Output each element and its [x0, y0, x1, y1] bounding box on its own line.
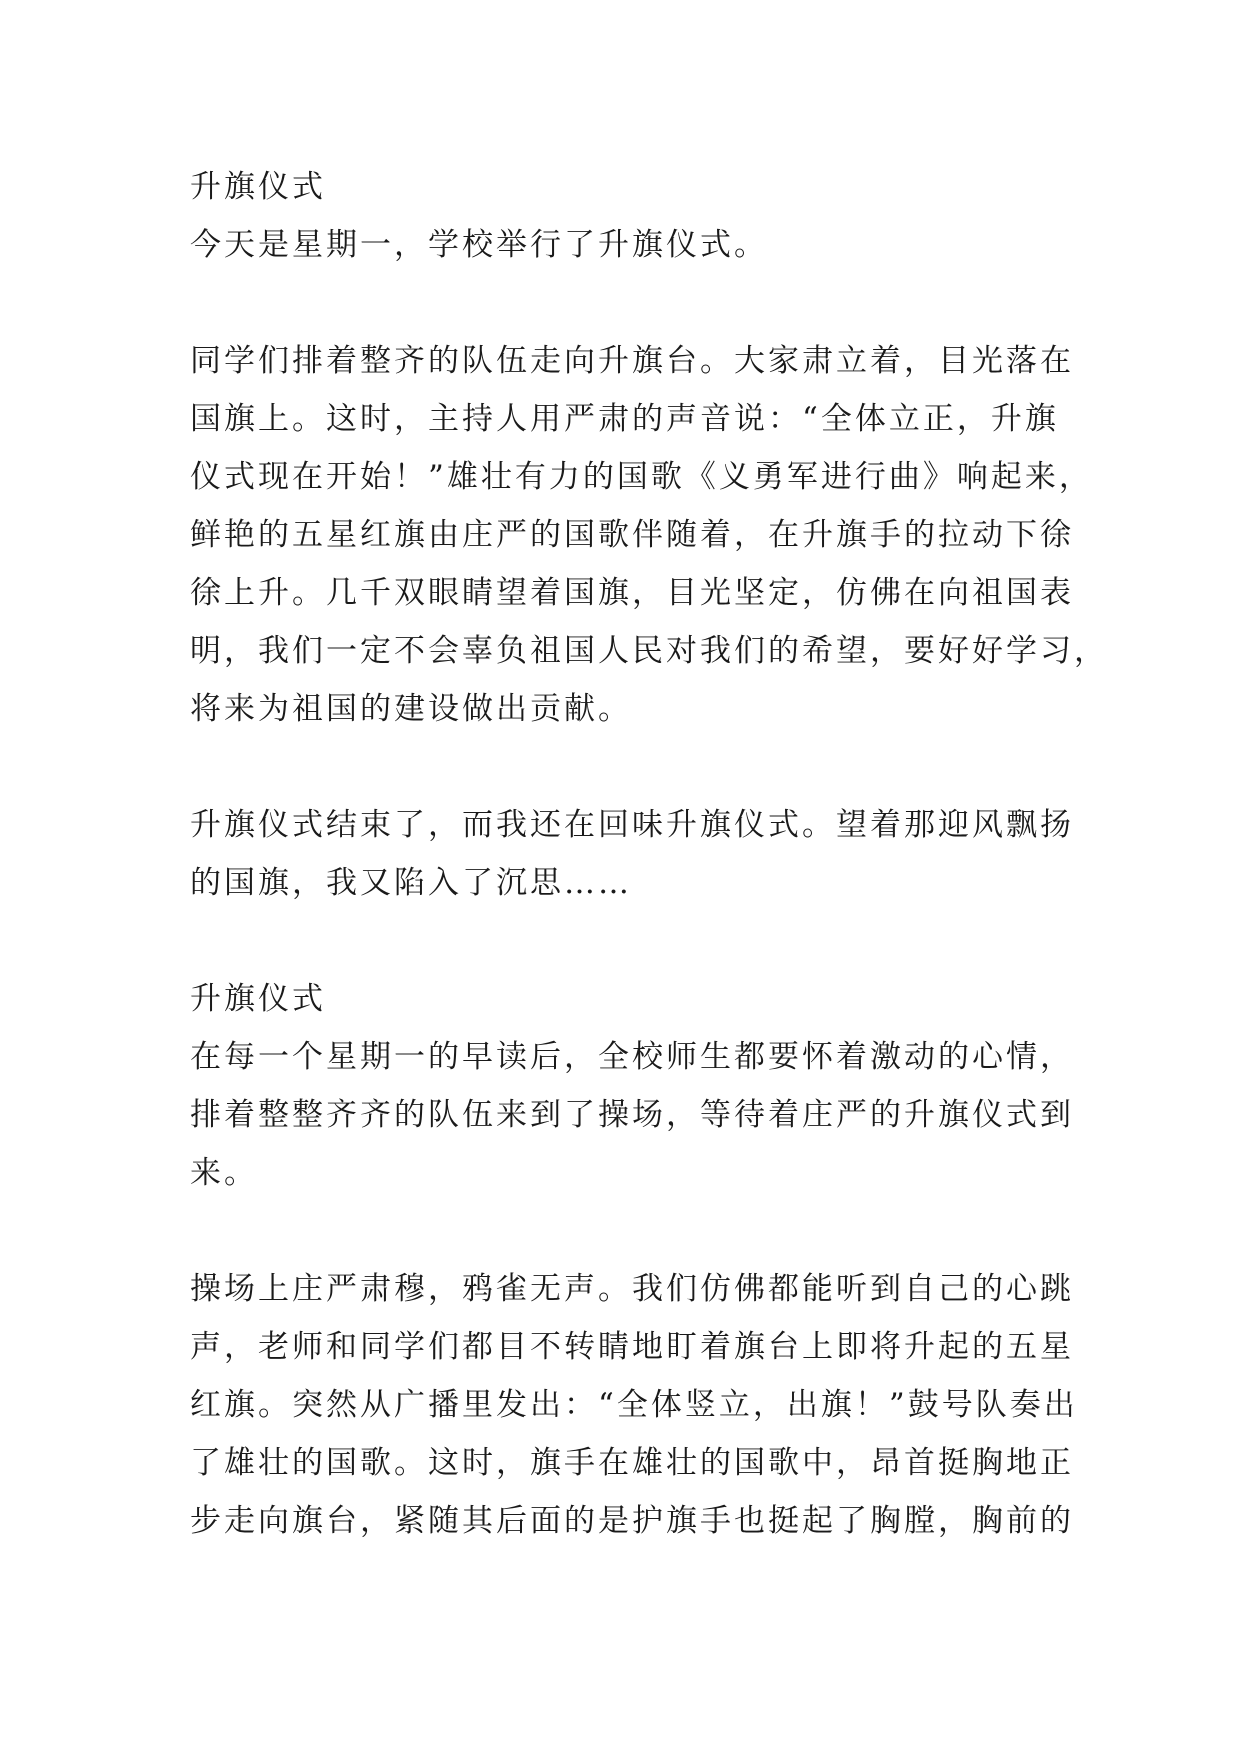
paragraph-line: 同学们排着整齐的队伍走向升旗台。大家肃立着，目光落在: [190, 343, 1074, 379]
paragraph-line: 红旗。突然从广播里发出：“全体竖立，出旗！”鼓号队奏出: [190, 1387, 1078, 1423]
paragraph-line: 徐上升。几千双眼睛望着国旗，目光坚定，仿佛在向祖国表: [190, 575, 1074, 611]
paragraph-line: 在每一个星期一的早读后，全校师生都要怀着激动的心情，: [190, 1039, 1074, 1075]
paragraph-gap: [190, 738, 1070, 796]
paragraph-line: 将来为祖国的建设做出贡献。: [190, 691, 632, 727]
paragraph-line: 排着整整齐齐的队伍来到了操场，等待着庄严的升旗仪式到: [190, 1097, 1074, 1133]
paragraph-line: 的国旗，我又陷入了沉思……: [190, 865, 632, 901]
paragraph-line: 步走向旗台，紧随其后面的是护旗手也挺起了胸膛，胸前的: [190, 1503, 1074, 1539]
paragraph-gap: [190, 1202, 1070, 1260]
paragraph-line: 了雄壮的国歌。这时，旗手在雄壮的国歌中，昂首挺胸地正: [190, 1445, 1074, 1481]
document-page: [190, 158, 1108, 1550]
paragraph-line: 国旗上。这时，主持人用严肃的声音说：“全体立正，升旗: [190, 401, 1059, 437]
essay-title: 升旗仪式: [190, 981, 326, 1017]
paragraph-gap: [190, 912, 1070, 970]
paragraph-line: 升旗仪式结束了，而我还在回味升旗仪式。望着那迎风飘扬: [190, 807, 1074, 843]
paragraph-line: 仪式现在开始！”雄壮有力的国歌《义勇军进行曲》响起来，: [190, 459, 1093, 495]
paragraph-line: 来。: [190, 1155, 258, 1191]
essay-intro: 今天是星期一，学校举行了升旗仪式。: [190, 227, 768, 263]
paragraph-line: 明，我们一定不会辜负祖国人民对我们的希望，要好好学习，: [190, 633, 1108, 669]
paragraph-gap: [190, 274, 1070, 332]
essay-title: 升旗仪式: [190, 169, 326, 205]
paragraph-line: 操场上庄严肃穆，鸦雀无声。我们仿佛都能听到自己的心跳: [190, 1271, 1074, 1307]
paragraph-line: 鲜艳的五星红旗由庄严的国歌伴随着，在升旗手的拉动下徐: [190, 517, 1074, 553]
paragraph-line: 声，老师和同学们都目不转睛地盯着旗台上即将升起的五星: [190, 1329, 1074, 1365]
